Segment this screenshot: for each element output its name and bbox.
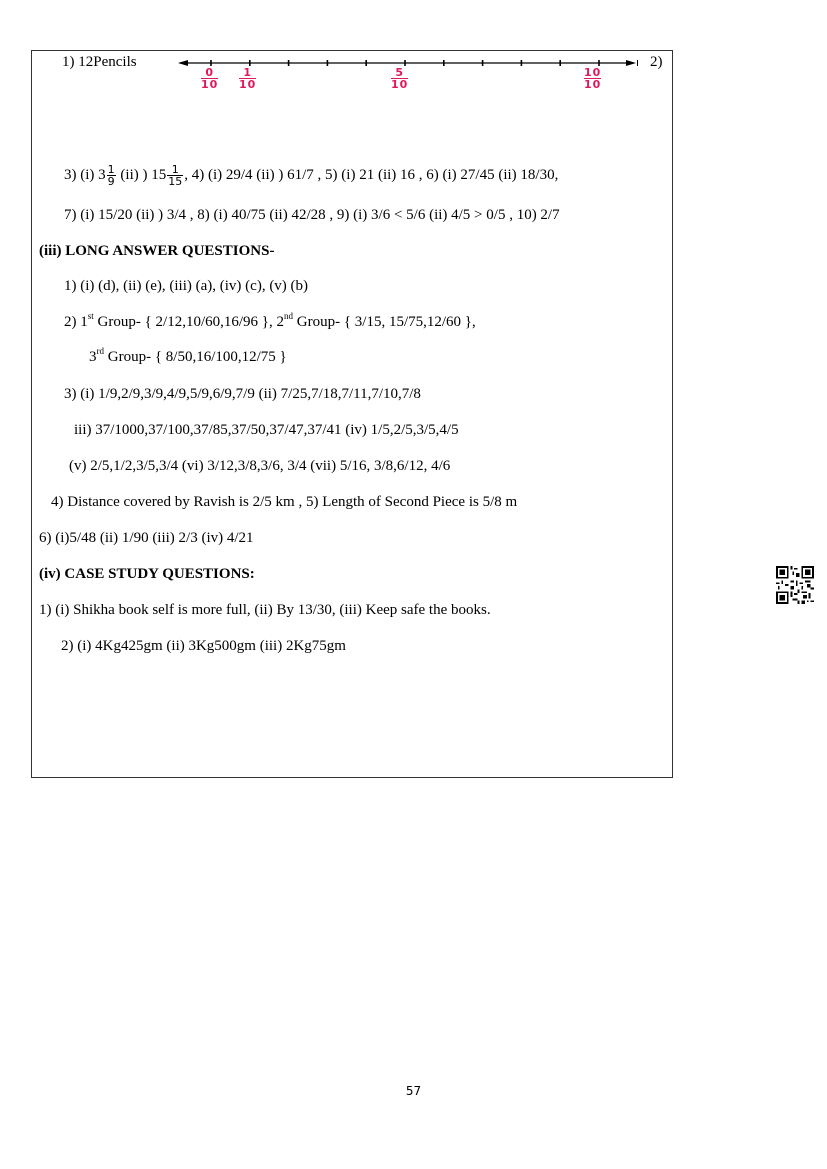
answer-line: 7) (i) 15/20 (ii) ) 3/4 , 8) (i) 40/75 (ii) 42/28 , 9) (i) 3/6 < 5/6 (ii) 4/5 > 0/5 , 10) 2/7 <box>64 207 560 223</box>
answer-line: (v) 2/5,1/2,3/5,3/4 (vi) 3/12,3/8,3/6, 3/4 (vii) 5/16, 3/8,6/12, 4/6 <box>69 458 451 474</box>
numberline-fraction: $\frac{10}{10}$ <box>584 66 602 91</box>
numberline-fraction: $\frac{5}{10}$ <box>391 66 409 91</box>
answer-line: 3) (i) 1/9,2/9,3/9,4/9,5/9,6/9,7/9 (ii) 7/25,7/18,7/11,7/10,7/8 <box>64 386 421 402</box>
section-heading-long: (iii) LONG ANSWER QUESTIONS- <box>39 243 275 259</box>
answer-line: 1) (i) (d), (ii) (e), (iii) (a), (iv) (c), (v) (b) <box>64 278 309 294</box>
answer-line: 4) Distance covered by Ravish is 2/5 km , 5) Length of Second Piece is 5/8 m <box>51 494 518 510</box>
answer-line: 3) (i) 3 $\frac{1}{9}$ (ii) ) 15 $\frac{1}{15}$ , 4) (i) 29/4 (ii) ) 61/7 , 5) (i) 21 (ii) 16 , 6) (i) 27/45 (ii) 18/30, <box>64 163 559 188</box>
mixed-fraction: $\frac{1}{9}$ <box>107 163 115 188</box>
page-number: 57 <box>405 1084 422 1098</box>
answer-line: iii) 37/1000,37/100,37/85,37/50,37/47,37/41 (iv) 1/5,2/5,3/5,4/5 <box>74 422 459 438</box>
numberline-fraction: $\frac{1}{10}$ <box>239 66 257 91</box>
mixed-fraction: $\frac{1}{15}$ <box>168 163 183 188</box>
answer-line: 1) (i) Shikha book self is more full, (ii) By 13/30, (iii) Keep safe the books. <box>39 602 491 618</box>
numberline-fraction: $\frac{0}{10}$ <box>201 66 219 91</box>
answer-line: 3rd Group- { 8/50,16/100,12/75 } <box>89 346 287 365</box>
q2-label: 2) <box>650 54 663 70</box>
answer-line: 6) (i)5/48 (ii) 1/90 (iii) 2/3 (iv) 4/21 <box>39 530 254 546</box>
qr-code-icon <box>776 566 814 604</box>
q1-label: 1) 12Pencils <box>62 54 137 70</box>
answer-box <box>31 50 673 778</box>
section-heading-case: (iv) CASE STUDY QUESTIONS: <box>39 566 255 582</box>
answer-line: 2) 1st Group- { 2/12,10/60,16/96 }, 2nd Group- { 3/15, 15/75,12/60 }, <box>64 311 476 330</box>
answer-line: 2) (i) 4Kg425gm (ii) 3Kg500gm (iii) 2Kg75gm <box>61 638 346 654</box>
